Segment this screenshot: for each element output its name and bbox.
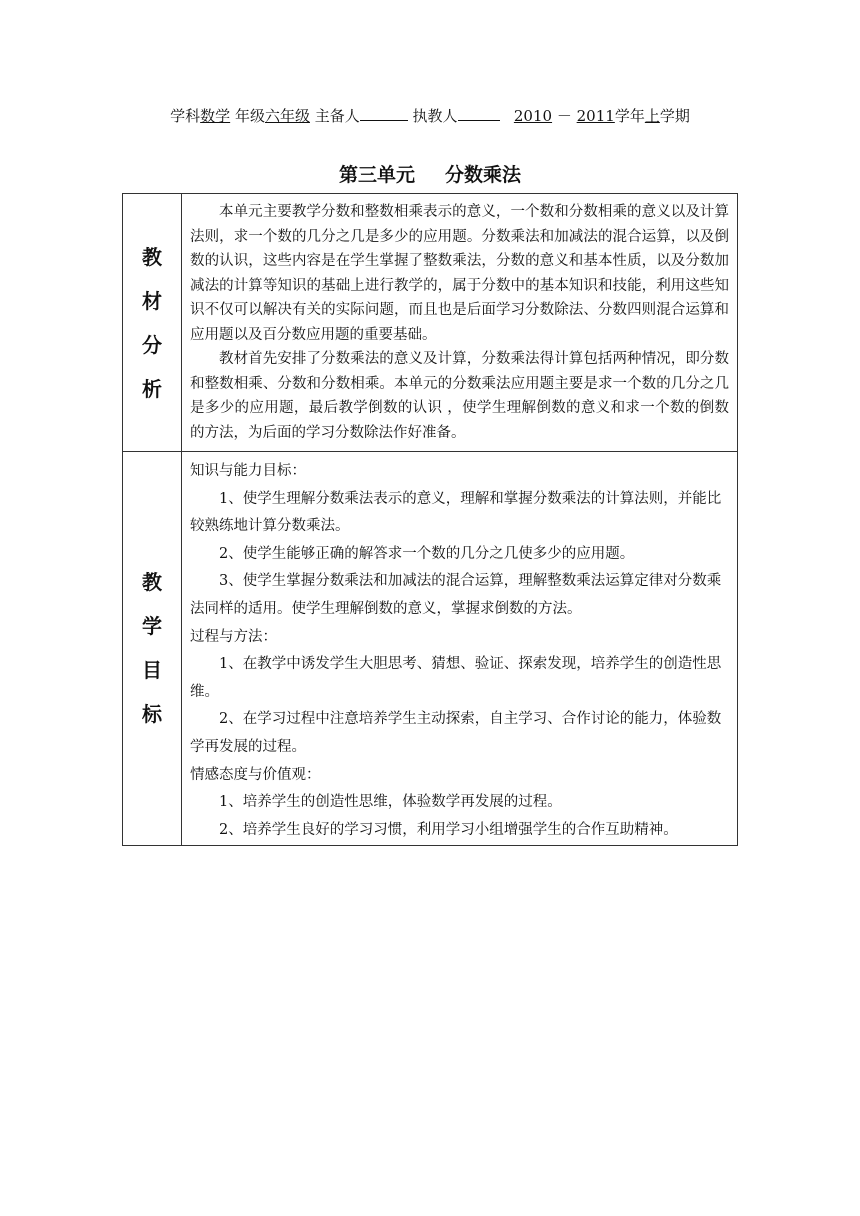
- list-item: 1、培养学生的创造性思维，体验数学再发展的过程。: [219, 794, 562, 811]
- preparer-blank: [360, 106, 408, 121]
- section-heading: 过程与方法：: [190, 628, 277, 645]
- year-label: 学年: [614, 107, 645, 125]
- year-sep: －: [556, 107, 572, 125]
- section-heading: 情感态度与价值观：: [190, 766, 321, 783]
- document-header: [120, 106, 740, 126]
- year-end: 2011: [576, 107, 615, 125]
- term-value: 上: [644, 107, 660, 125]
- unit-title: [0, 160, 860, 187]
- grade-value: 六年级: [264, 107, 310, 125]
- subject-value: 数学: [200, 107, 231, 125]
- list-item: 3、使学生掌握分数乘法和加减法的混合运算，理解整数乘法运算定律对分数乘法同样的适用。使学生理解倒数的意义，掌握求倒数的方法。: [190, 573, 722, 617]
- teaching-goals-label-cell: [123, 452, 182, 846]
- unit-number: 第三单元: [338, 164, 415, 186]
- list-item: 1、在教学中诱发学生大胆思考、猜想、验证、探索发现，培养学生的创造性思维。: [190, 656, 722, 700]
- list-item: 2、培养学生良好的学习习惯，利用学习小组增强学生的合作互助精神。: [219, 821, 678, 838]
- table-row-material-analysis: [123, 194, 738, 452]
- list-item: 1、使学生理解分数乘法表示的意义，理解和掌握分数乘法的计算法则，并能比较熟练地计算分数乘法。: [190, 490, 722, 535]
- list-item: 2、使学生能够正确的解答求一个数的几分之几使多少的应用题。: [219, 545, 635, 562]
- preparer-label: 主备人: [314, 107, 360, 125]
- material-analysis-label-cell: [123, 194, 182, 452]
- lesson-plan-table: [122, 193, 738, 846]
- table-row-teaching-goals: [123, 452, 738, 846]
- teacher-label: 执教人: [412, 107, 458, 125]
- grade-label: 年级: [234, 107, 265, 125]
- teacher-blank: [458, 106, 500, 121]
- teaching-goals-label: 教 学 目 标: [142, 570, 162, 727]
- teaching-goals-content: [182, 452, 738, 846]
- paragraph: 本单元主要教学分数和整数相乘表示的意义，一个数和分数相乘的意义以及计算法则，求一个数的几分之几是多少的应用题。分数乘法和加减法的混合运算，以及倒数的认识，这些内容是在学生掌握了整数乘法，分数的意义和基本性质，以及分数加减法的计算等知识的基础上进行教学的，属于分数中的基本知识和技能，利用这些知识不仅可以解决有关的实际问题，而且也是后面学习分数除法、分数四则混合运算和应用题以及百分数应用题的重要基础。: [190, 204, 729, 343]
- year-start: 2010: [513, 107, 553, 125]
- unit-topic: 分数乘法: [445, 164, 522, 186]
- section-heading: 知识与能力目标：: [190, 463, 306, 479]
- material-analysis-content: [182, 194, 738, 452]
- term-label: 学期: [659, 107, 690, 125]
- list-item: 2、在学习过程中注意培养学生主动探索，自主学习、合作讨论的能力，体验数学再发展的过程。: [190, 711, 722, 755]
- subject-label: 学科: [170, 107, 201, 125]
- material-analysis-label: 教 材 分 析: [142, 244, 162, 401]
- paragraph: 教材首先安排了分数乘法的意义及计算，分数乘法得计算包括两种情况，即分数和整数相乘、分数和分数相乘。本单元的分数乘法应用题主要是求一个数的几分之几是多少的应用题，最后教学倒数的认识 ，使学生理解倒数的意义和求一个数的倒数的方法，为后面的学习分数除法作好准备。: [190, 351, 729, 441]
